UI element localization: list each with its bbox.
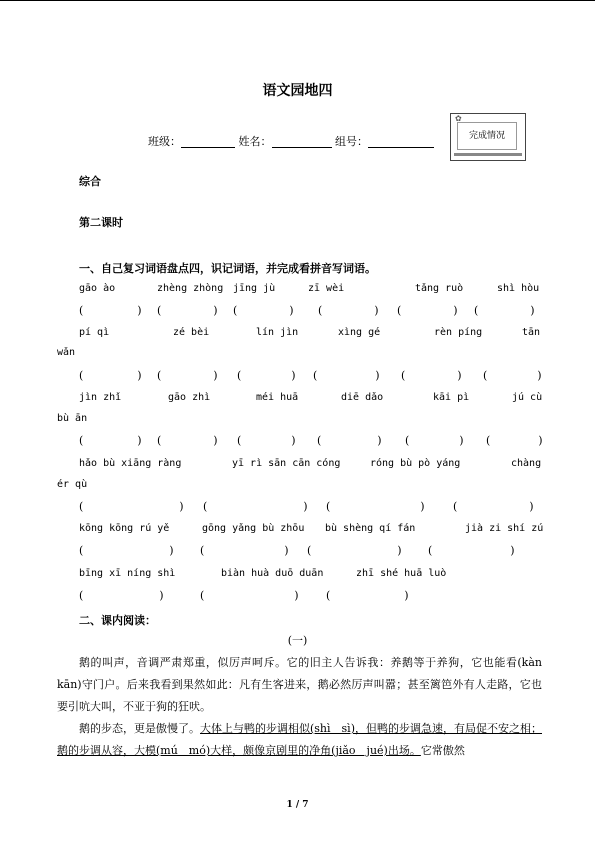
pinyin-item: jìn zhǐ [79,392,122,403]
answer-blank-row-6[interactable]: ( ) [200,589,299,602]
question-2-title: 二、课内阅读： [79,614,156,627]
stamp-text: 完成情况 [457,122,517,150]
question-1-title: 一、自己复习词语盘点四，识记词语，并完成看拼音写词语。 [79,262,376,275]
answer-blank-row-6[interactable]: ( ) [79,589,164,602]
pinyin-item: zhèng zhòng [157,283,224,294]
answer-blank-row-1[interactable]: ( ) [157,304,218,317]
pinyin-item: jú cù [512,392,543,403]
section-zonghe: 综合 [79,175,101,188]
pinyin-item: hǎo bù xiāng ràng [79,458,182,469]
answer-blank-row-1[interactable]: ( ) [318,304,379,317]
completion-stamp [450,113,526,161]
top-rule [0,0,595,1]
pinyin-item: jià zi shí zú [465,523,544,534]
passage-paragraph-2 [57,718,542,762]
answer-blank-row-5[interactable]: ( ) [79,544,174,557]
answer-blank-row-4[interactable]: ( ) [326,500,425,513]
pinyin-item: bù shèng qí fán [325,523,416,534]
pinyin-item: zhī shé huā luò [356,568,447,579]
pinyin-item: chàng [511,458,542,469]
class-blank[interactable] [181,135,235,148]
answer-blank-row-2[interactable]: ( ) [483,369,542,382]
answer-blank-row-5[interactable]: ( ) [200,544,289,557]
pinyin-item: bīng xī níng shì [79,568,176,579]
pinyin-item: shì hòu [497,283,540,294]
answer-blank-row-2[interactable]: ( ) [79,369,142,382]
passage-paragraph-1: 鹅的叫声，音调严肃郑重，似厉声呵斥。它的旧主人告诉我：养鹅等于养狗，它也能看(kàn kān)守门户。后来我看到果然如此：凡有生客进来，鹅必然厉声叫嚣；甚至篱笆外有人走路，它也要引吭大叫，不亚于狗的狂吠。 [57,656,553,713]
answer-blank-row-3[interactable]: ( ) [237,434,296,447]
name-label: 姓名： [238,135,272,148]
class-label: 班级： [148,135,181,148]
pinyin-item: róng bù pò yáng [370,458,461,469]
answer-blank-row-4[interactable]: ( ) [79,500,184,513]
answer-blank-row-4[interactable]: ( ) [203,500,308,513]
stamp-logo-icon: ✿ [455,114,462,123]
answer-blank-row-3[interactable]: ( ) [486,434,543,447]
reading-passage [57,652,553,762]
answer-blank-row-2[interactable]: ( ) [157,369,218,382]
answer-blank-row-1[interactable]: ( ) [474,304,535,317]
pinyin-item: pí qì [79,327,110,338]
passage-number: (一) [287,634,308,647]
pinyin-item: zé bèi [173,327,210,338]
stamp-bar [454,153,522,156]
pinyin-item: gāo ào [79,283,116,294]
answer-blank-row-3[interactable]: ( ) [157,434,218,447]
p2-underlined: 大体上与鸭的步调相似(shì sì)，但鸭的步调急速，有局促不安之相；鹅的步调从容，大模(mú mó)大样，颇像京剧里的净角(jiǎo jué)出场。 [57,722,542,757]
pinyin-item: kōng kōng rú yě [79,523,170,534]
answer-blank-row-1[interactable]: ( ) [233,304,294,317]
answer-blank-row-1[interactable]: ( ) [79,304,142,317]
name-blank[interactable] [272,135,332,148]
answer-blank-row-4[interactable]: ( ) [453,500,534,513]
answer-blank-row-2[interactable]: ( ) [237,369,296,382]
answer-blank-row-2[interactable]: ( ) [313,369,380,382]
pinyin-wrap: ér qù [57,479,88,490]
answer-blank-row-3[interactable]: ( ) [317,434,382,447]
answer-blank-row-6[interactable]: ( ) [326,589,409,602]
pinyin-wrap: bù ān [57,413,88,424]
answer-blank-row-5[interactable]: ( ) [428,544,515,557]
answer-blank-row-1[interactable]: ( ) [397,304,458,317]
pinyin-wrap: wǎn [57,347,76,358]
pinyin-item: xìng gé [338,327,381,338]
section-lesson: 第二课时 [79,216,123,229]
pinyin-item: diē dǎo [341,392,384,403]
pinyin-item: gāo zhì [168,392,211,403]
pinyin-item: kāi pì [433,392,470,403]
answer-blank-row-3[interactable]: ( ) [405,434,464,447]
p2-plain: 鹅的步态，更是傲慢了。 [79,722,200,735]
pinyin-item: yī rì sān cān cóng [232,458,341,469]
pinyin-item: tān [522,327,541,338]
pinyin-item: jīng jù [233,283,276,294]
pinyin-item: tǎng ruò [415,283,464,294]
pinyin-item: rèn píng [434,327,483,338]
pinyin-item: gōng yǎng bù zhōu [202,523,305,534]
pinyin-item: zī wèi [308,283,345,294]
p2-tail: 它常傲然 [420,744,465,757]
answer-blank-row-5[interactable]: ( ) [307,544,402,557]
answer-blank-row-2[interactable]: ( ) [401,369,462,382]
page-title: 语文园地四 [262,83,333,99]
group-label: 组号： [335,135,368,148]
group-blank[interactable] [368,135,434,148]
pinyin-item: biàn huà duō duān [221,568,324,579]
answer-blank-row-3[interactable]: ( ) [79,434,142,447]
page-number: 1 / 7 [286,800,309,810]
pinyin-item: méi huā [256,392,299,403]
pinyin-item: lín jìn [256,327,299,338]
student-info-line [148,133,434,149]
